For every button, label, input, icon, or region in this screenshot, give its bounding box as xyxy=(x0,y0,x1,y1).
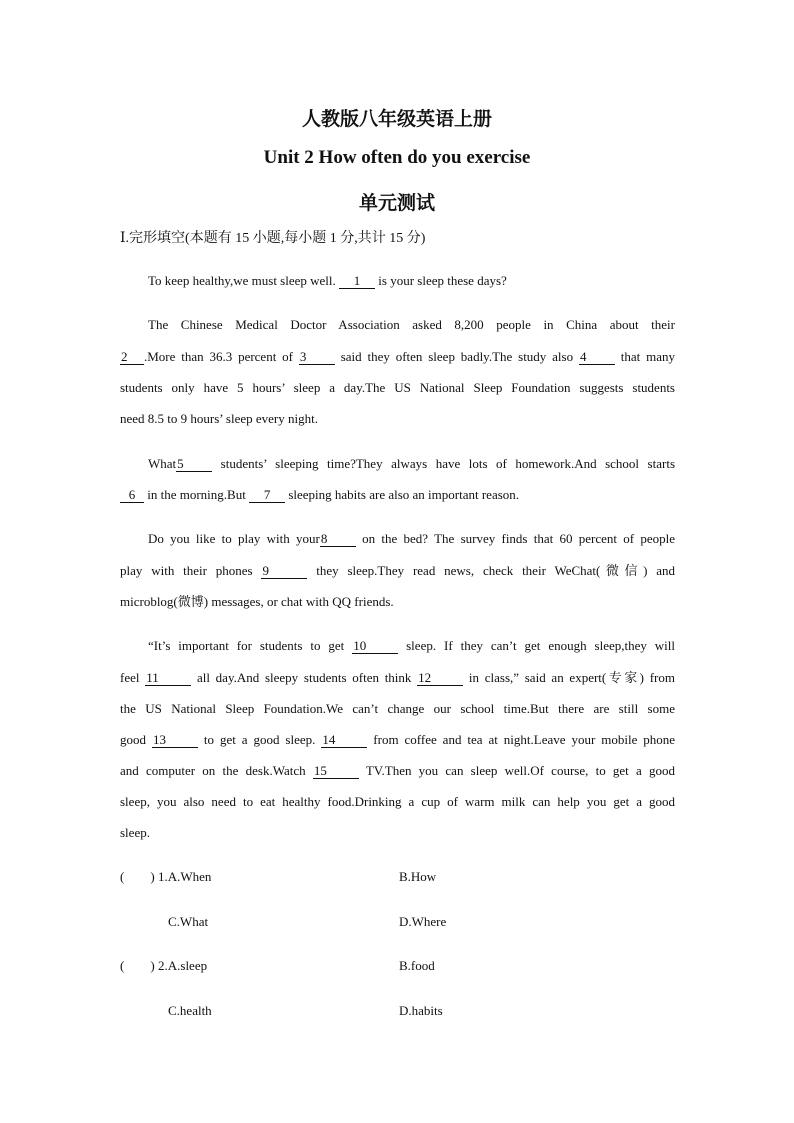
blank-5[interactable]: 5 xyxy=(176,456,212,472)
passage-text: from coffee and tea at night.Leave your mobile phone xyxy=(373,732,676,747)
question-1-option-c[interactable]: C.What xyxy=(168,914,209,929)
blank-4[interactable]: 4 xyxy=(579,349,615,365)
passage-text: TV.Then you can sleep well.Of course, to get a good xyxy=(365,763,676,778)
passage-text: good xyxy=(120,732,146,747)
paragraph-4-line-2 xyxy=(120,562,675,580)
passage-text: feel xyxy=(120,670,140,685)
passage-text: students’ sleeping time?They always have lots of homework.And school starts xyxy=(220,456,675,471)
passage-text: they sleep.They read news, check their WeChat(微信) and xyxy=(316,563,675,578)
document-title: 人教版八年级英语上册 xyxy=(301,109,492,130)
paragraph-5-line-7 xyxy=(120,824,675,842)
blank-11[interactable]: 11 xyxy=(145,670,191,686)
unit-title: Unit 2 How often do you exercise xyxy=(263,147,531,168)
paragraph-1-line-1 xyxy=(148,272,675,290)
paragraph-5-line-5 xyxy=(120,762,675,780)
question-2-stem xyxy=(120,958,207,974)
passage-text: said they often sleep badly.The study also xyxy=(340,349,574,364)
passage-text: What xyxy=(148,456,177,471)
passage-text: in class,” said an expert(专家) from xyxy=(468,670,676,685)
blank-15[interactable]: 15 xyxy=(313,763,359,779)
blank-10[interactable]: 10 xyxy=(352,638,398,654)
passage-text: sleep, you also need to eat healthy food.Drinking a cup of warm milk can help you get a good xyxy=(120,794,675,809)
passage-text: To keep healthy,we must sleep well. xyxy=(148,273,336,288)
paragraph-4-line-3 xyxy=(120,593,675,611)
blank-13[interactable]: 13 xyxy=(152,732,198,748)
passage-text: .More than 36.3 percent of xyxy=(144,349,293,364)
passage-text: need 8.5 to 9 hours’ sleep every night. xyxy=(120,411,318,426)
paragraph-2-line-4 xyxy=(120,410,675,428)
passage-text: on the bed? The survey finds that 60 percent of people xyxy=(362,531,675,546)
paragraph-5-line-4 xyxy=(120,731,675,749)
question-2-option-b[interactable]: B.food xyxy=(399,958,435,973)
question-2-option-d[interactable]: D.habits xyxy=(399,1003,443,1018)
section-heading: Ⅰ.完形填空(本题有 15 小题,每小题 1 分,共计 15 分) xyxy=(120,231,426,246)
question-2-option-c[interactable]: C.health xyxy=(168,1003,212,1018)
paragraph-2-line-1 xyxy=(148,316,675,334)
blank-3[interactable]: 3 xyxy=(299,349,335,365)
passage-text: microblog(微博) messages, or chat with QQ friends. xyxy=(120,594,394,609)
passage-text: “It’s important for students to get xyxy=(148,638,345,653)
passage-text: sleep. If they can’t get enough sleep,they will xyxy=(406,638,676,653)
passage-text: students only have 5 hours’ sleep a day.The US National Sleep Foundation suggests students xyxy=(120,380,675,395)
passage-text: to get a good sleep. xyxy=(203,732,316,747)
question-1-option-d[interactable]: D.Where xyxy=(399,914,447,929)
passage-text: is your sleep these days? xyxy=(378,273,507,288)
paragraph-5-line-6 xyxy=(120,793,675,811)
blank-12[interactable]: 12 xyxy=(417,670,463,686)
question-1-stem xyxy=(120,869,211,885)
option-a[interactable]: 1.A.When xyxy=(158,869,212,884)
passage-text: sleep. xyxy=(120,825,150,840)
blank-14[interactable]: 14 xyxy=(321,732,367,748)
paragraph-5-line-1 xyxy=(148,637,675,655)
document-subtitle: 单元测试 xyxy=(358,193,435,214)
passage-text: sleeping habits are also an important reason. xyxy=(288,487,520,502)
question-1-option-b[interactable]: B.How xyxy=(399,869,437,884)
paragraph-3-line-2 xyxy=(120,486,675,504)
blank-8[interactable]: 8 xyxy=(320,531,356,547)
paragraph-5-line-2 xyxy=(120,669,675,687)
option-a[interactable]: 2.A.sleep xyxy=(158,958,208,973)
answer-bracket[interactable]: ( ) xyxy=(120,869,155,884)
passage-text: The Chinese Medical Doctor Association asked 8,200 people in China about their xyxy=(148,317,675,332)
blank-2[interactable]: 2 xyxy=(120,349,144,365)
paragraph-4-line-1 xyxy=(148,530,675,548)
paragraph-3-line-1 xyxy=(148,455,675,473)
answer-bracket[interactable]: ( ) xyxy=(120,958,155,973)
passage-text: that many xyxy=(620,349,675,364)
passage-text: the US National Sleep Foundation.We can’t change our school time.But there are still some xyxy=(120,701,675,716)
blank-1[interactable]: 1 xyxy=(339,273,375,289)
passage-text: play with their phones xyxy=(120,563,253,578)
passage-text: in the morning.But xyxy=(147,487,246,502)
blank-6[interactable]: 6 xyxy=(120,487,144,503)
passage-text: Do you like to play with your xyxy=(148,531,320,546)
blank-7[interactable]: 7 xyxy=(249,487,285,503)
passage-text: and computer on the desk.Watch xyxy=(120,763,306,778)
paragraph-2-line-2 xyxy=(120,348,675,366)
paragraph-2-line-3 xyxy=(120,379,675,397)
blank-9[interactable]: 9 xyxy=(261,563,307,579)
passage-text: all day.And sleepy students often think xyxy=(196,670,412,685)
paragraph-5-line-3 xyxy=(120,700,675,718)
